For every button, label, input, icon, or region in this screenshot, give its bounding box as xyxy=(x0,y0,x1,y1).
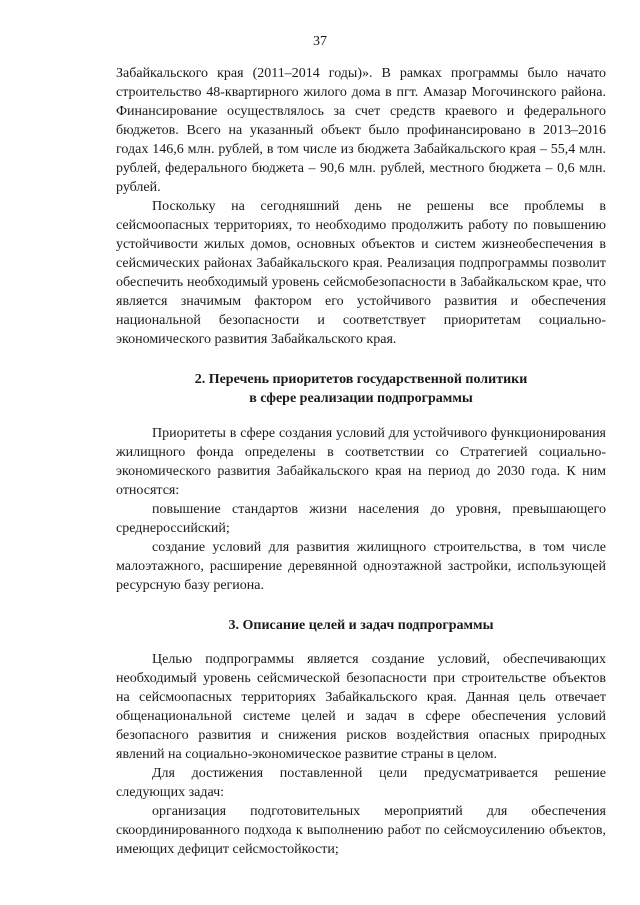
list-item-living-standards: повышение стандартов жизни населения до уровня, превышающего среднероссийский; xyxy=(116,502,606,536)
section-2-title-line-1: 2. Перечень приоритетов государственной политики xyxy=(194,372,528,387)
section-2-title-line-2: в сфере реализации подпрограммы xyxy=(249,391,473,406)
document-body xyxy=(116,64,606,859)
page-number: 37 xyxy=(313,34,327,49)
section-3-heading: 3. Описание целей и задач подпрограммы xyxy=(228,618,494,633)
paragraph-program-financing: Забайкальского края (2011–2014 годы)». В рамках программы было начато строительство 48-квартирного жилого дома в пгт. Амазар Могочинского района. Финансирование осуществлялось за счет средств краевого и федерального бюджетов. Всего на указанный объект было профинансировано в 2013–2016 годах 146,6 млн. рублей, в том числе из бюджета Забайкальского края – 55,4 млн. рублей, федерального бюджета – 90,6 млн. рублей, местного бюджета – 0,6 млн. рублей. xyxy=(116,66,606,195)
paragraph-tasks-intro: Для достижения поставленной цели предусматривается решение следующих задач: xyxy=(116,766,606,800)
section-2-heading xyxy=(116,370,606,408)
list-item-housing-construction: создание условий для развития жилищного строительства, в том числе малоэтажного, расширение деревянной одноэтажной застройки, использующей ресурсную базу региона. xyxy=(116,540,606,593)
paragraph-program-goal: Целью подпрограммы является создание условий, обеспечивающих необходимый уровень сейсмической безопасности при строительстве объектов на сейсмоопасных территориях Забайкальского края. Данная цель отвечает общенациональной системе целей и задач в сфере обеспечения условий безопасного развития и снижения рисков воздействия опасных природных явлений на социально-экономическое развитие страны в целом. xyxy=(116,652,606,762)
paragraph-seismic-safety: Поскольку на сегодняшний день не решены все проблемы в сейсмоопасных территориях, то необходимо продолжить работу по повышению устойчивости жилых домов, основных объектов и систем жизнеобеспечения в сейсмических районах Забайкальского края. Реализация подпрограммы позволит обеспечить необходимый уровень сейсмобезопасности в Забайкальском крае, что является значимым фактором его устойчивого развития и обеспечения национальной безопасности и соответствует приоритетам социально-экономического развития Забайкальского края. xyxy=(116,199,606,347)
list-item-preparatory-measures: организация подготовительных мероприятий для обеспечения скоординированного подхода к выполнению работ по сейсмоусилению объектов, имеющих дефицит сейсмостойкости; xyxy=(116,804,606,857)
paragraph-priorities: Приоритеты в сфере создания условий для устойчивого функционирования жилищного фонда определены в соответствии со Стратегией социально-экономического развития Забайкальского края на период до 2030 года. К ним относятся: xyxy=(116,426,606,498)
